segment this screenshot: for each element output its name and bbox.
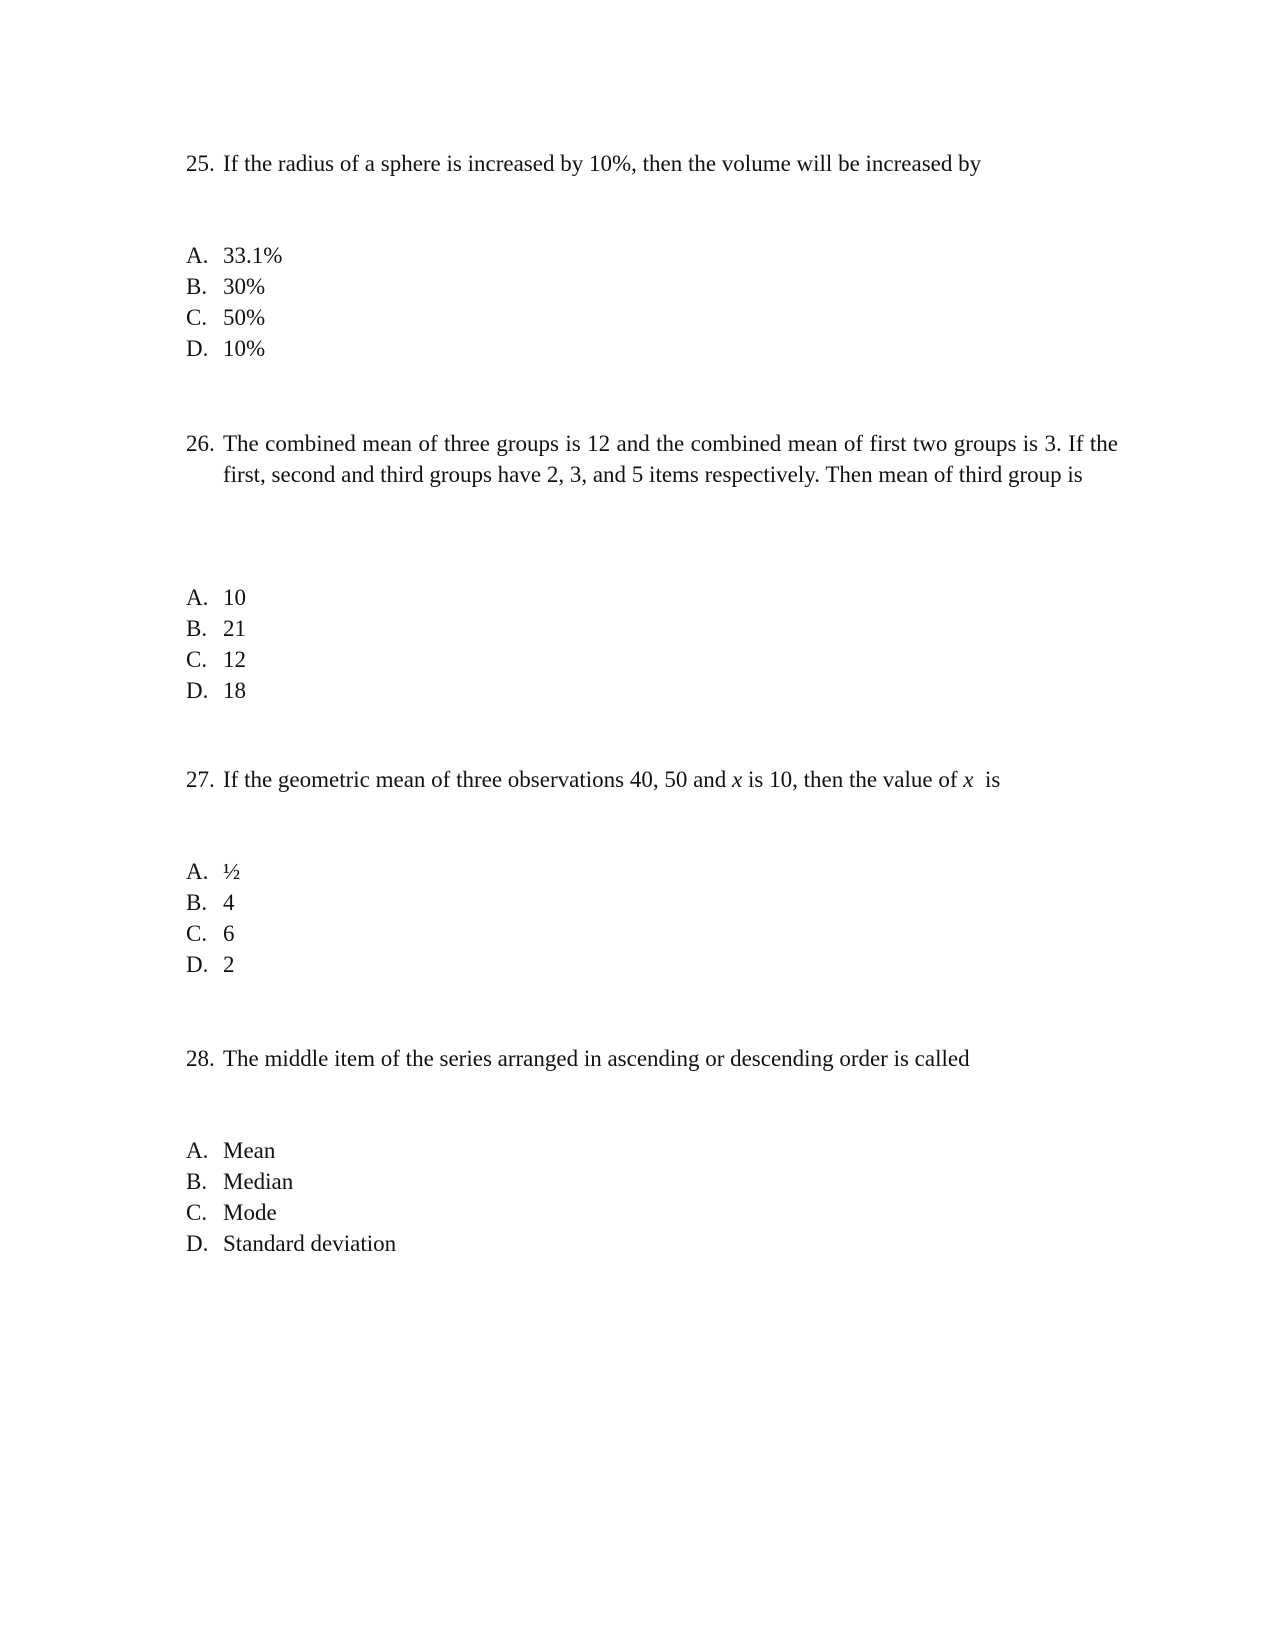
question-text: The middle item of the series arranged in ascending or descending order is called (223, 1046, 970, 1071)
option-c (186, 918, 786, 949)
option-letter: B. (186, 274, 208, 299)
option-letter: B. (186, 1169, 208, 1194)
question-text-part: is (973, 767, 1001, 792)
option-letter: A. (186, 1138, 209, 1163)
option-letter: D. (186, 1231, 209, 1256)
question-number: 25. (186, 151, 215, 176)
option-letter: C. (186, 1200, 208, 1225)
option-letter: C. (186, 921, 208, 946)
options-25 (186, 240, 786, 364)
option-text: Mean (223, 1138, 276, 1163)
option-letter: A. (186, 585, 209, 610)
option-letter: B. (186, 890, 208, 915)
option-letter: A. (186, 243, 209, 268)
option-letter: C. (186, 647, 208, 672)
option-text: 30% (223, 274, 266, 299)
option-text: 2 (223, 952, 235, 977)
question-number: 28. (186, 1046, 215, 1071)
question-25 (186, 148, 1118, 179)
option-letter: D. (186, 952, 209, 977)
question-text (223, 764, 1118, 795)
options-28 (186, 1135, 786, 1259)
option-b (186, 613, 786, 644)
variable-x: x (963, 767, 974, 792)
option-a (186, 582, 786, 613)
variable-x: x (732, 767, 743, 792)
question-text: The combined mean of three groups is 12 and the combined mean of first two groups is 3. If the first, second and third groups have 2, 3, and 5 items respectively. Then mean of third group is (223, 431, 1118, 487)
option-text: 33.1% (223, 243, 283, 268)
question-text-part: If the geometric mean of three observations 40, 50 and (223, 767, 733, 792)
option-text: Standard deviation (223, 1231, 397, 1256)
question-text: If the radius of a sphere is increased by 10%, then the volume will be increased by (223, 151, 982, 176)
options-27 (186, 856, 786, 980)
option-d (186, 675, 786, 706)
option-text: 4 (223, 890, 235, 915)
option-a (186, 856, 786, 887)
option-c (186, 644, 786, 675)
option-a (186, 1135, 786, 1166)
question-27 (186, 764, 1118, 795)
option-d (186, 1228, 786, 1259)
option-text: Median (223, 1169, 294, 1194)
option-text: ½ (223, 859, 241, 884)
option-a (186, 240, 786, 271)
question-number: 27. (186, 767, 215, 792)
question-28 (186, 1043, 1118, 1074)
option-text: Mode (223, 1200, 277, 1225)
option-text: 50% (223, 305, 266, 330)
option-d (186, 333, 786, 364)
option-text: 18 (223, 678, 246, 703)
question-text-part: is 10, then the value of (742, 767, 964, 792)
option-text: 21 (223, 616, 246, 641)
option-text: 10 (223, 585, 246, 610)
options-26 (186, 582, 786, 706)
option-text: 10% (223, 336, 266, 361)
option-letter: C. (186, 305, 208, 330)
option-letter: D. (186, 336, 209, 361)
question-26 (186, 428, 1118, 490)
option-b (186, 887, 786, 918)
option-c (186, 1197, 786, 1228)
option-b (186, 271, 786, 302)
question-number: 26. (186, 431, 215, 456)
option-d (186, 949, 786, 980)
option-c (186, 302, 786, 333)
option-letter: A. (186, 859, 209, 884)
option-text: 12 (223, 647, 246, 672)
option-letter: B. (186, 616, 208, 641)
option-text: 6 (223, 921, 235, 946)
option-letter: D. (186, 678, 209, 703)
option-b (186, 1166, 786, 1197)
